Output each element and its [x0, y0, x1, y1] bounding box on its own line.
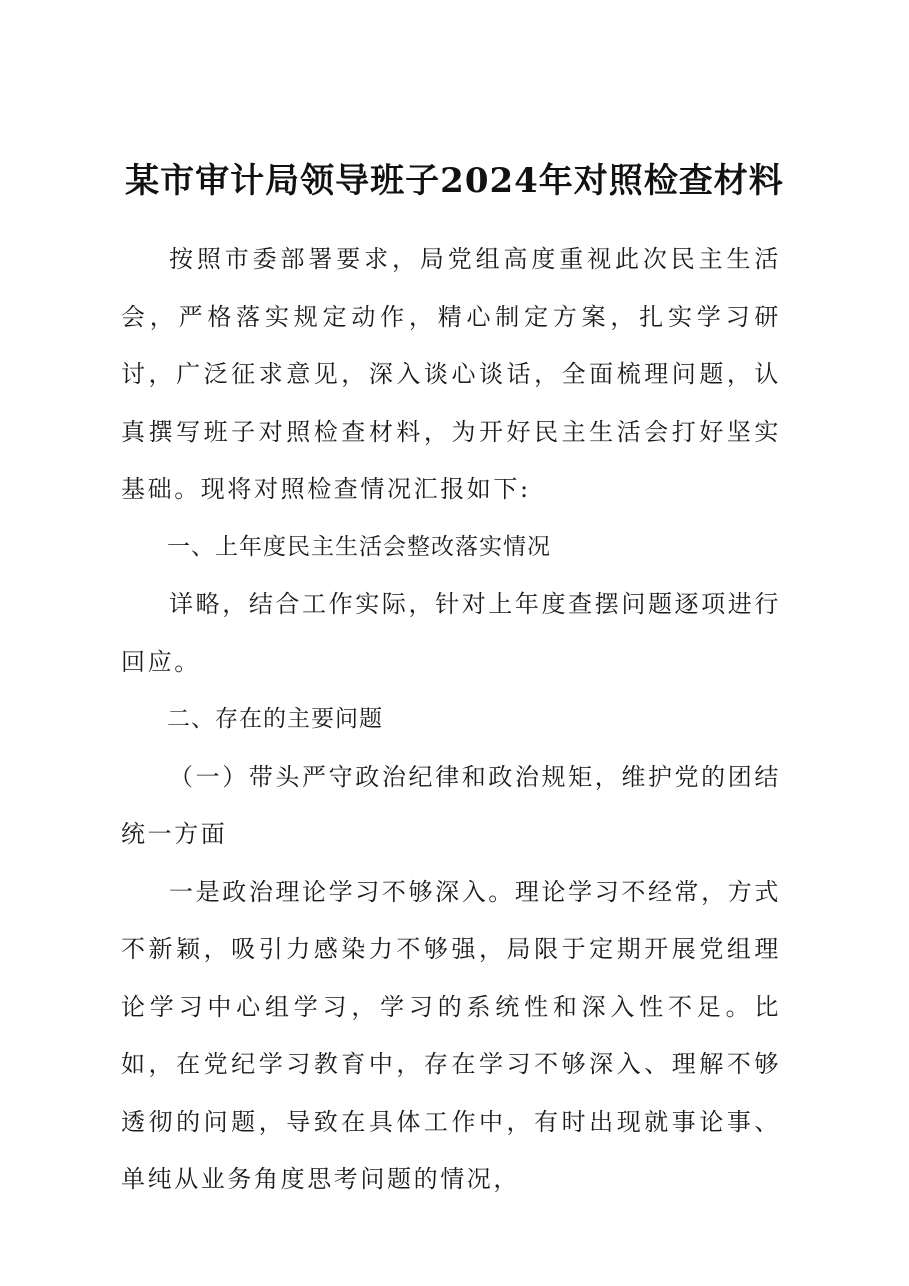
- document-body: [121, 231, 781, 1209]
- section-1-paragraph: 详略，结合工作实际，针对上年度查摆问题逐项进行回应。: [121, 590, 781, 676]
- document-title: 某市审计局领导班子2024年对照检查材料: [125, 161, 784, 201]
- subsection-heading-1: （一）带头严守政治纪律和政治规矩，维护党的团结统一方面: [121, 762, 781, 848]
- intro-paragraph: 按照市委部署要求，局党组高度重视此次民主生活会，严格落实规定动作，精心制定方案，扎实学习研讨，广泛征求意见，深入谈心谈话，全面梳理问题，认真撰写班子对照检查材料，为开好民主生活会打好坚实基础。现将对照检查情况汇报如下:: [121, 245, 781, 503]
- section-heading-1: 一、上年度民主生活会整改落实情况: [167, 533, 551, 560]
- section-heading-2: 二、存在的主要问题: [167, 706, 383, 732]
- issue-paragraph-1: 一是政治理论学习不够深入。理论学习不经常，方式不新颖，吸引力感染力不够强，局限于定期开展党组理论学习中心组学习，学习的系统性和深入性不足。比如，在党纪学习教育中，存在学习不够深入、理解不够透彻的问题，导致在具体工作中，有时出现就事论事、单纯从业务角度思考问题的情况，: [121, 877, 781, 1193]
